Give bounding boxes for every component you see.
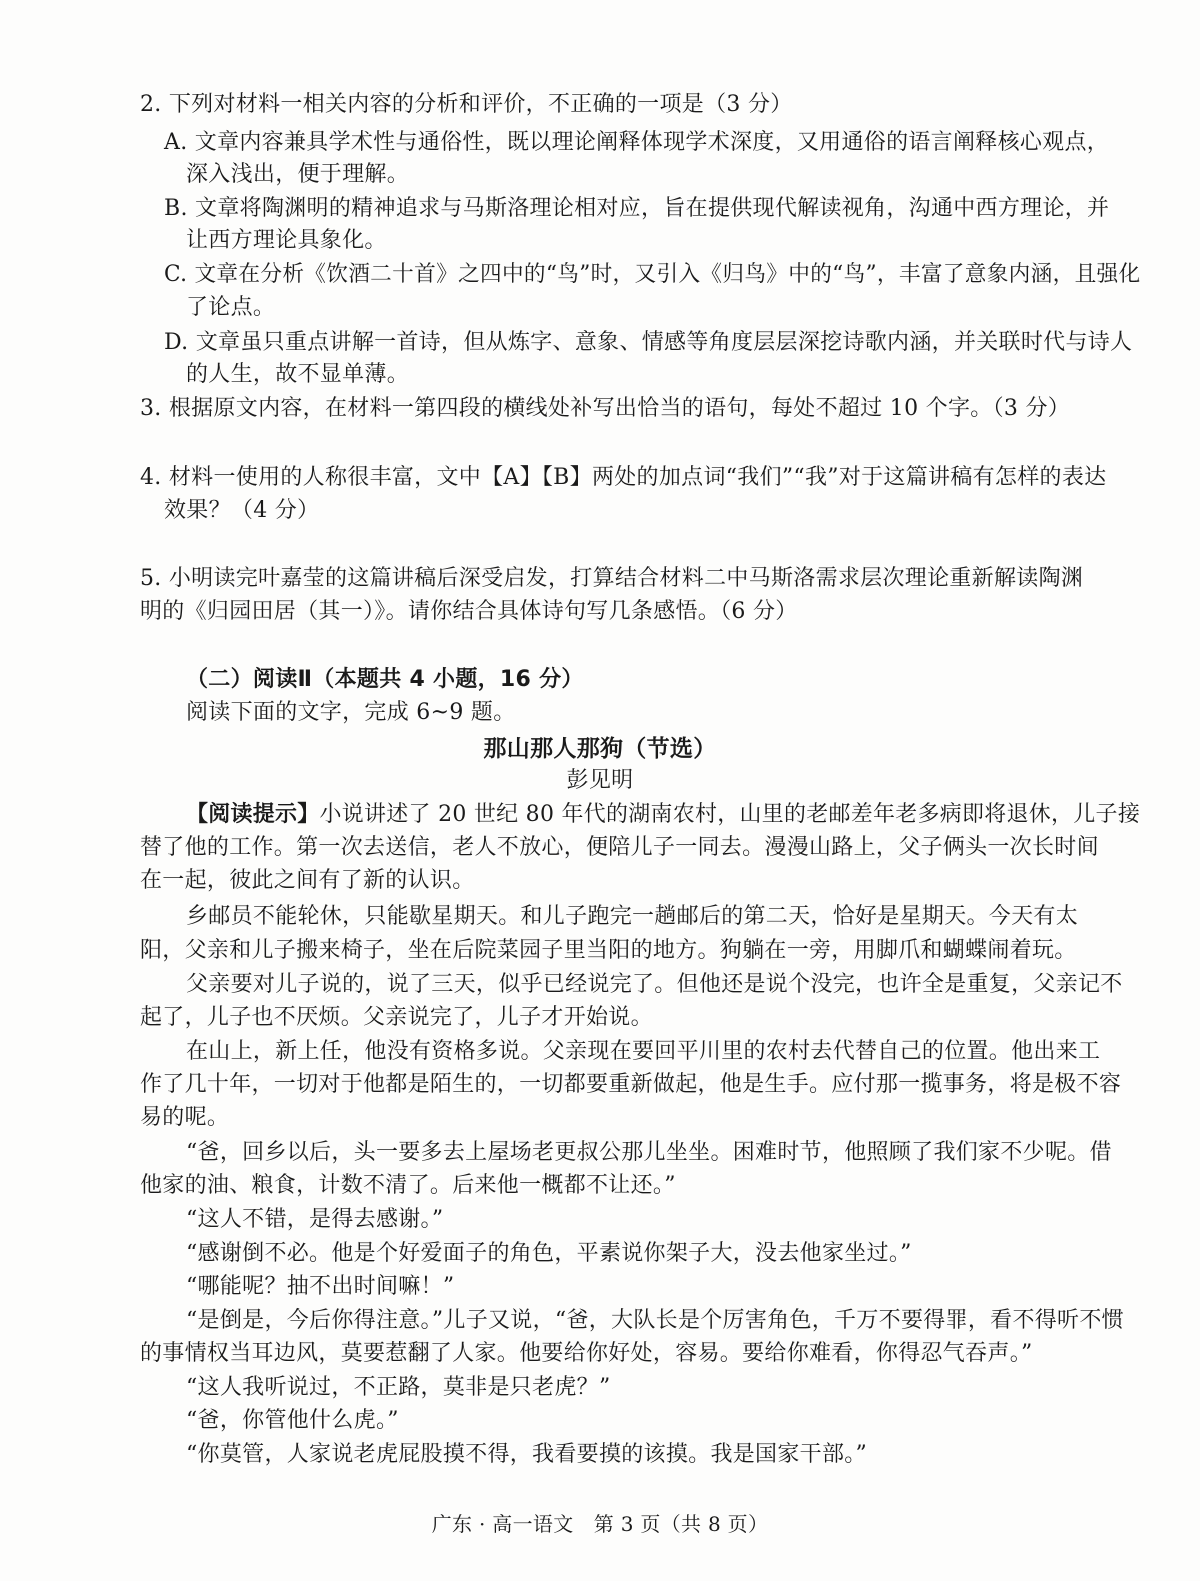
- story-title: 那山那人那狗（节选）: [483, 736, 717, 762]
- q4-stem: 4. 材料一使用的人称很丰富，文中【A】【B】两处的加点词“我们”“我”对于这篇讲稿有怎样的表达: [140, 465, 1107, 490]
- story-paragraph-1-cont: 阳，父亲和儿子搬来椅子，坐在后院菜园子里当阳的地方。狗躺在一旁，用脚爪和蝴蝶闹着玩。: [140, 938, 1077, 963]
- q2-option-d-cont: 的人生，故不显单薄。: [186, 362, 410, 387]
- q2-stem: 2. 下列对材料一相关内容的分析和评价，不正确的一项是（3 分）: [140, 92, 793, 117]
- reading-hint-cont-2: 在一起，彼此之间有了新的认识。: [140, 868, 475, 893]
- story-paragraph-7: “哪能呢？抽不出时间嘛！”: [186, 1274, 455, 1299]
- q2-option-b: B. 文章将陶渊明的精神追求与马斯洛理论相对应，旨在提供现代解读视角，沟通中西方理论，并: [164, 196, 1110, 221]
- story-paragraph-3: 在山上，新上任，他没有资格多说。父亲现在要回平川里的农村去代替自己的位置。他出来工: [186, 1039, 1101, 1064]
- q4-stem-cont: 效果？（4 分）: [164, 498, 320, 523]
- q3-stem: 3. 根据原文内容，在材料一第四段的横线处补写出恰当的语句，每处不超过 10 个字。（3 分）: [140, 396, 1071, 421]
- story-paragraph-4: “爸，回乡以后，头一要多去上屋场老更叔公那儿坐坐。困难时节，他照顾了我们家不少呢。借: [186, 1140, 1112, 1165]
- section-instruction: 阅读下面的文字，完成 6~9 题。: [186, 700, 516, 725]
- story-paragraph-4-cont: 他家的油、粮食，计数不清了。后来他一概都不让还。”: [140, 1173, 676, 1198]
- story-paragraph-11: “你莫管，人家说老虎屁股摸不得，我看要摸的该摸。我是国家干部。”: [186, 1442, 868, 1467]
- reading-hint-text: 小说讲述了 20 世纪 80 年代的湖南农村，山里的老邮差年老多病即将退休，儿子接: [319, 802, 1141, 827]
- story-paragraph-3-cont-2: 易的呢。: [140, 1105, 230, 1130]
- q5-stem: 5. 小明读完叶嘉莹的这篇讲稿后深受启发，打算结合材料二中马斯洛需求层次理论重新解读陶渊: [140, 566, 1084, 591]
- story-paragraph-2-cont: 起了，儿子也不厌烦。父亲说完了，儿子才开始说。: [140, 1005, 653, 1030]
- reading-hint-line: [186, 800, 1140, 830]
- reading-hint-cont-1: 替了他的工作。第一次去送信，老人不放心，便陪儿子一同去。漫漫山路上，父子俩头一次长时间: [140, 835, 1099, 860]
- story-paragraph-8: “是倒是，今后你得注意。”儿子又说，“爸，大队长是个厉害角色，千万不要得罪，看不得听不惯: [186, 1308, 1124, 1333]
- story-paragraph-8-cont: 的事情权当耳边风，莫要惹翻了人家。他要给你好处，容易。要给你难看，你得忍气吞声。”: [140, 1341, 1033, 1366]
- story-paragraph-3-cont-1: 作了几十年，一切对于他都是陌生的，一切都要重新做起，他是生手。应付那一揽事务，将是极不容: [140, 1072, 1122, 1097]
- q2-option-a-cont: 深入浅出，便于理解。: [186, 162, 410, 187]
- story-author: 彭见明: [566, 768, 634, 793]
- q2-option-b-cont: 让西方理论具象化。: [186, 228, 387, 253]
- story-paragraph-2: 父亲要对儿子说的，说了三天，似乎已经说完了。但他还是说个没完，也许全是重复，父亲记不: [186, 972, 1123, 997]
- q2-option-a: A. 文章内容兼具学术性与通俗性，既以理论阐释体现学术深度，又用通俗的语言阐释核心观点，: [164, 130, 1110, 155]
- story-paragraph-6: “感谢倒不必。他是个好爱面子的角色，平素说你架子大，没去他家坐过。”: [186, 1241, 912, 1266]
- story-paragraph-9: “这人我听说过，不正路，莫非是只老虎？”: [186, 1375, 611, 1400]
- q2-option-c: C. 文章在分析《饮酒二十首》之四中的“鸟”时，又引入《归鸟》中的“鸟”，丰富了意象内涵，且强化: [164, 262, 1141, 287]
- story-paragraph-1: 乡邮员不能轮休，只能歇星期天。和儿子跑完一趟邮后的第二天，恰好是星期天。今天有太: [186, 904, 1079, 929]
- story-paragraph-10: “爸，你管他什么虎。”: [186, 1408, 399, 1433]
- reading-hint-label: 【阅读提示】: [186, 802, 320, 827]
- q2-option-d: D. 文章虽只重点讲解一首诗，但从炼字、意象、情感等角度层层深挖诗歌内涵，并关联时代与诗人: [164, 330, 1133, 355]
- q5-stem-cont: 明的《归园田居（其一）》。请你结合具体诗句写几条感悟。（6 分）: [140, 599, 798, 624]
- q2-option-c-cont: 了论点。: [186, 295, 276, 320]
- story-paragraph-5: “这人不错，是得去感谢。”: [186, 1207, 444, 1232]
- section-heading: （二）阅读Ⅱ（本题共 4 小题，16 分）: [186, 667, 584, 692]
- page-footer: 广东 · 高一语文 第 3 页（共 8 页）: [431, 1512, 769, 1536]
